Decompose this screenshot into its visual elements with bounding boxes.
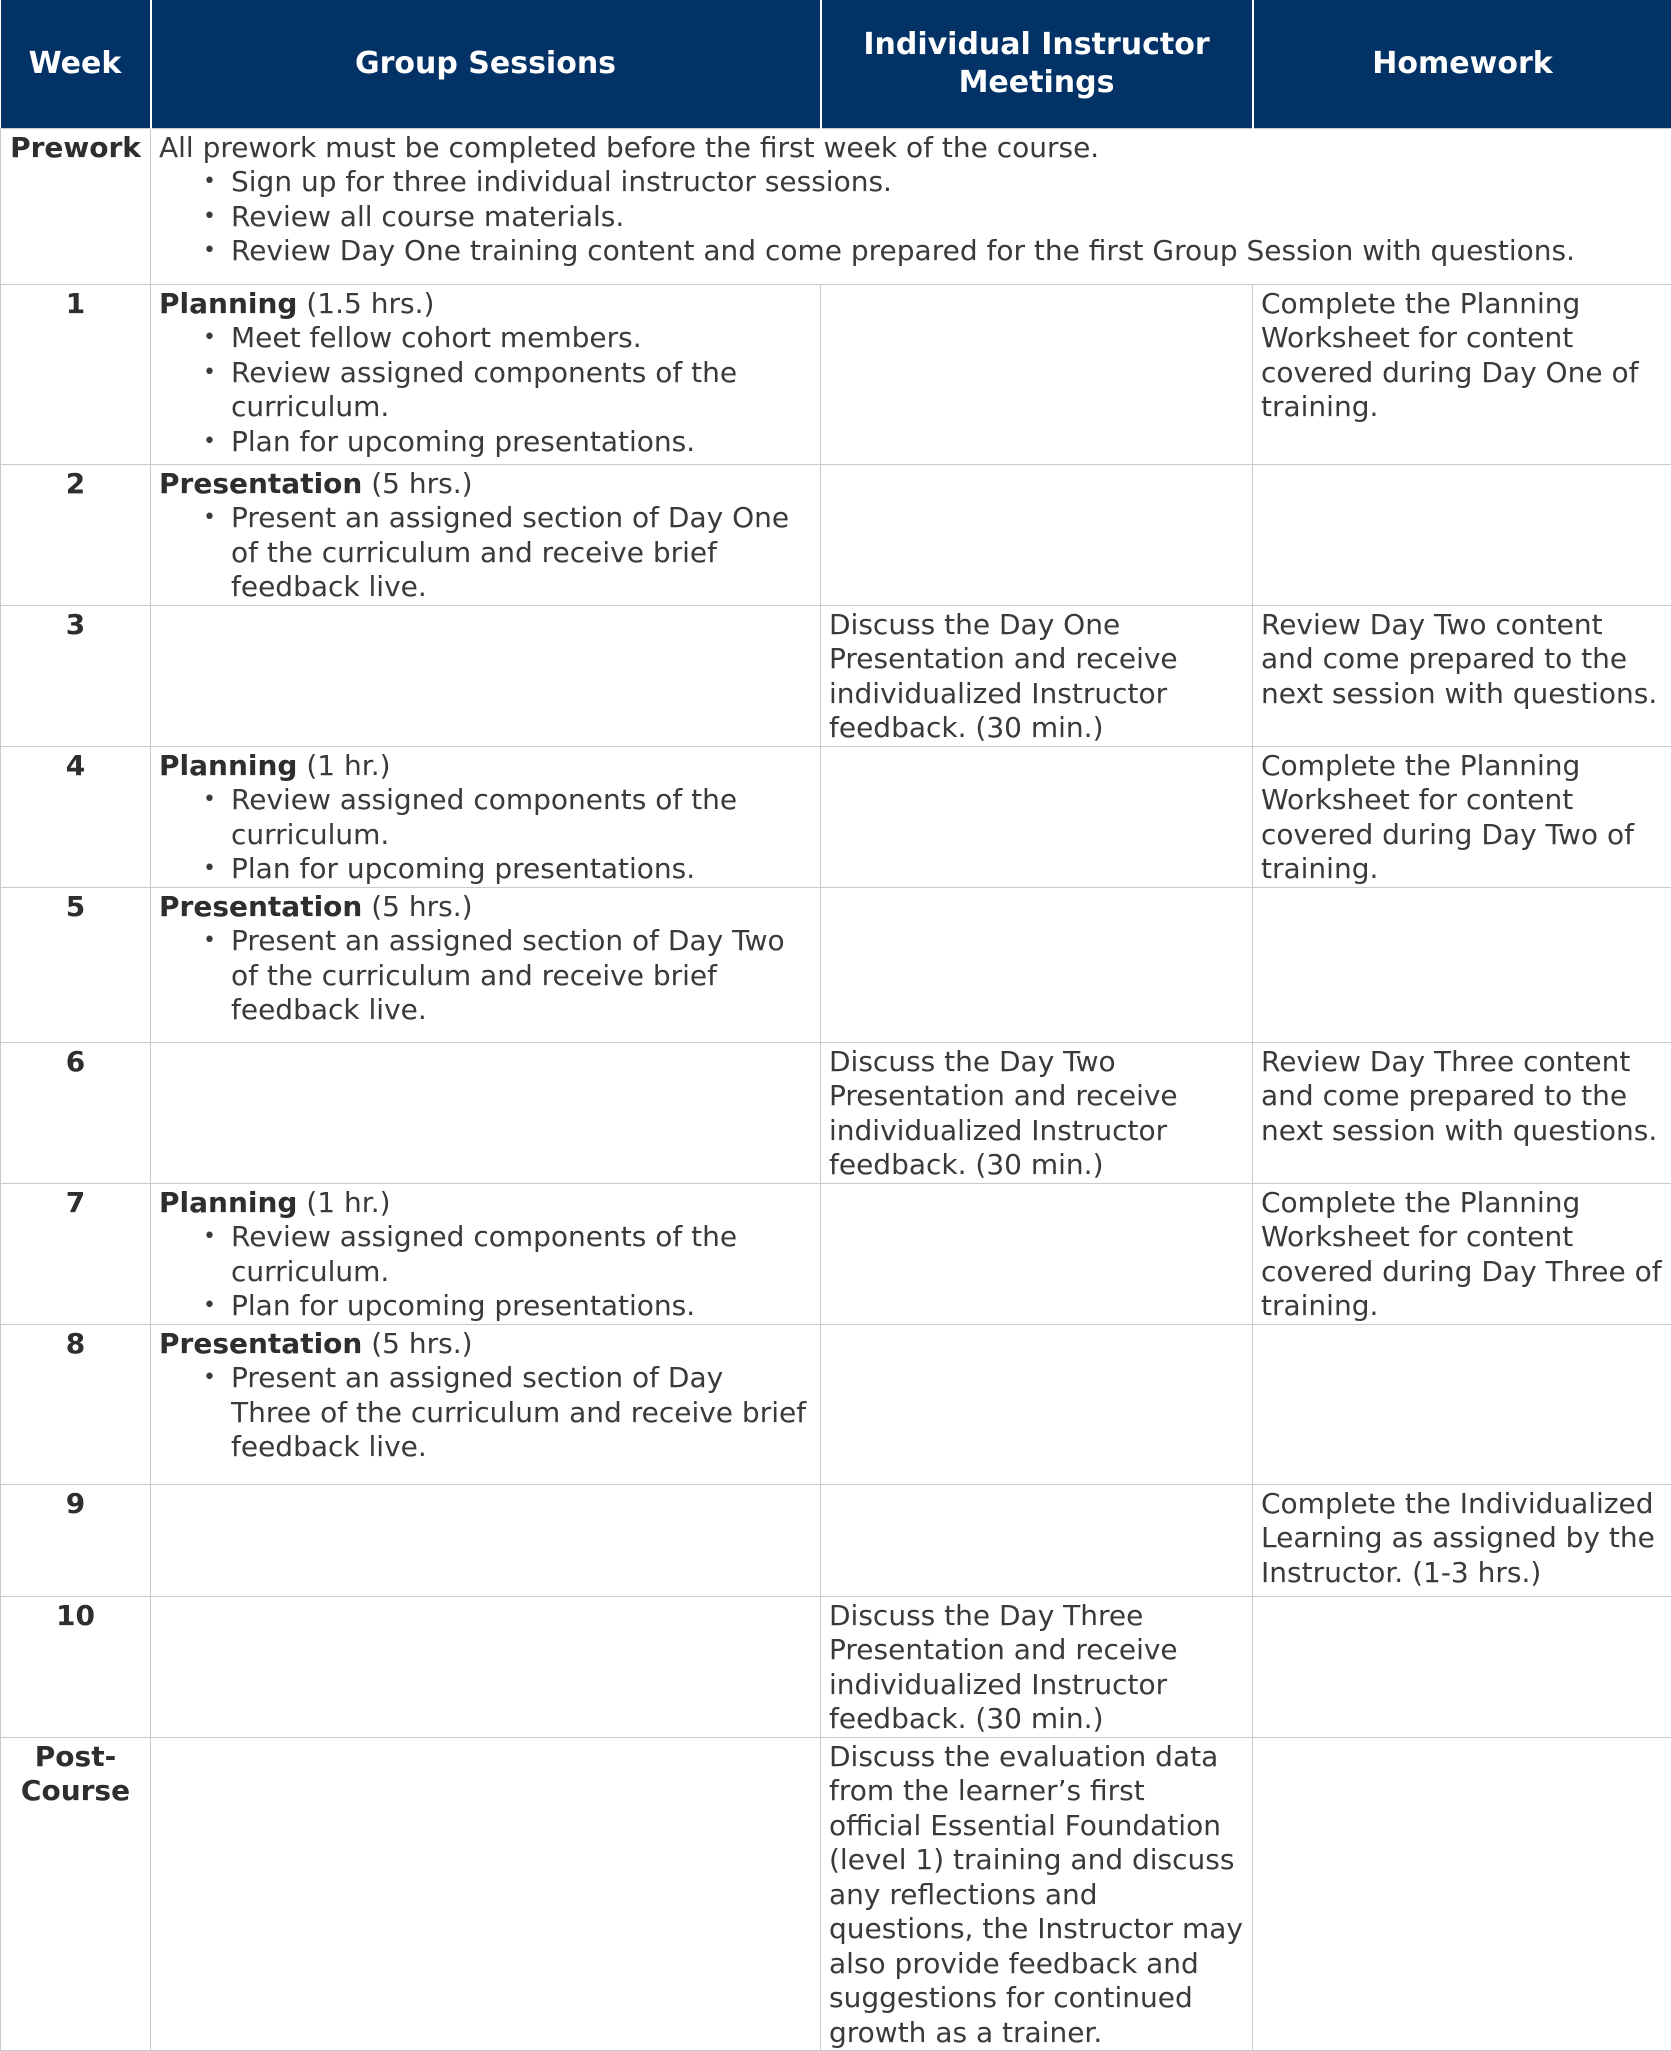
- prework-row: [1, 128, 1671, 284]
- group-session-cell: [151, 605, 821, 746]
- header-week: Week: [1, 0, 151, 128]
- homework-cell: [1253, 1324, 1671, 1484]
- week-number: Post-Course: [1, 1737, 151, 2051]
- group-session-cell: [151, 1183, 821, 1324]
- group-session-list: [159, 783, 812, 887]
- group-session-list: [159, 501, 812, 605]
- individual-meeting-cell: [821, 1324, 1253, 1484]
- prework-list: [159, 165, 1663, 269]
- week-number: 7: [1, 1183, 151, 1324]
- prework-label: Prework: [1, 128, 151, 284]
- header-group-sessions: Group Sessions: [151, 0, 821, 128]
- week-number: 3: [1, 605, 151, 746]
- homework-cell: [1253, 887, 1671, 1042]
- group-session-duration: (1 hr.): [297, 749, 390, 782]
- group-session-heading: [159, 749, 812, 784]
- homework-cell: Complete the Planning Worksheet for content covered during Day One of training.: [1253, 284, 1671, 464]
- group-session-list: [159, 924, 812, 1028]
- group-session-heading: [159, 467, 812, 502]
- group-session-cell: [151, 887, 821, 1042]
- group-session-item: • Plan for upcoming presentations.: [159, 425, 812, 460]
- week-number: 10: [1, 1596, 151, 1737]
- individual-meeting-cell: [821, 887, 1253, 1042]
- group-session-cell: [151, 746, 821, 887]
- group-session-cell: [151, 1042, 821, 1183]
- week-number: 5: [1, 887, 151, 1042]
- homework-cell: Complete the Planning Worksheet for content covered during Day Two of training.: [1253, 746, 1671, 887]
- group-session-item: • Meet fellow cohort members.: [159, 321, 812, 356]
- group-session-title: Planning: [159, 749, 297, 782]
- group-session-heading: [159, 1327, 812, 1362]
- homework-cell: [1253, 1737, 1671, 2051]
- individual-meeting-cell: [821, 1484, 1253, 1596]
- homework-cell: [1253, 1596, 1671, 1737]
- group-session-list: [159, 1361, 812, 1465]
- individual-meeting-cell: Discuss the Day Three Presentation and receive individualized Instructor feedback. (30 min.): [821, 1596, 1253, 1737]
- group-session-heading: [159, 287, 812, 322]
- group-session-item: • Present an assigned section of Day One of the curriculum and receive brief feedback live.: [159, 501, 812, 605]
- individual-meeting-cell: Discuss the Day Two Presentation and receive individualized Instructor feedback. (30 min.): [821, 1042, 1253, 1183]
- week-row: [1, 1484, 1671, 1596]
- group-session-duration: (5 hrs.): [362, 1327, 472, 1360]
- group-session-item: • Review assigned components of the curriculum.: [159, 1220, 812, 1289]
- week-row: [1, 464, 1671, 605]
- prework-intro: All prework must be completed before the first week of the course.: [159, 131, 1663, 166]
- individual-meeting-cell: [821, 1183, 1253, 1324]
- header-homework: Homework: [1253, 0, 1671, 128]
- group-session-duration: (5 hrs.): [362, 467, 472, 500]
- week-row: [1, 1324, 1671, 1484]
- group-session-heading: [159, 890, 812, 925]
- group-session-title: Planning: [159, 287, 297, 320]
- header-individual-meetings: Individual Instructor Meetings: [821, 0, 1253, 128]
- prework-item: • Sign up for three individual instructor sessions.: [159, 165, 1663, 200]
- week-row: [1, 1737, 1671, 2051]
- week-row: [1, 284, 1671, 464]
- group-session-item: • Review assigned components of the curriculum.: [159, 356, 812, 425]
- week-row: [1, 605, 1671, 746]
- prework-item: • Review Day One training content and come prepared for the first Group Session with questions.: [159, 234, 1663, 269]
- group-session-list: [159, 1220, 812, 1324]
- prework-item: • Review all course materials.: [159, 200, 1663, 235]
- homework-cell: [1253, 464, 1671, 605]
- group-session-cell: [151, 1484, 821, 1596]
- week-number: 6: [1, 1042, 151, 1183]
- group-session-list: [159, 321, 812, 459]
- group-session-item: • Present an assigned section of Day Three of the curriculum and receive brief feedback live.: [159, 1361, 812, 1465]
- group-session-title: Planning: [159, 1186, 297, 1219]
- week-number: 4: [1, 746, 151, 887]
- group-session-item: • Plan for upcoming presentations.: [159, 1289, 812, 1324]
- week-number: 9: [1, 1484, 151, 1596]
- week-row: [1, 1042, 1671, 1183]
- individual-meeting-cell: Discuss the Day One Presentation and receive individualized Instructor feedback. (30 min.): [821, 605, 1253, 746]
- individual-meeting-cell: [821, 284, 1253, 464]
- group-session-title: Presentation: [159, 890, 362, 923]
- individual-meeting-cell: Discuss the evaluation data from the learner’s first official Essential Foundation (level 1) training and discuss any reflections and questions, the Instructor may also provide feedback and suggestions for continued growth as a trainer.: [821, 1737, 1253, 2051]
- individual-meeting-cell: [821, 464, 1253, 605]
- group-session-duration: (1.5 hrs.): [297, 287, 434, 320]
- group-session-item: • Plan for upcoming presentations.: [159, 852, 812, 887]
- group-session-duration: (1 hr.): [297, 1186, 390, 1219]
- week-number: 8: [1, 1324, 151, 1484]
- homework-cell: Review Day Two content and come prepared to the next session with questions.: [1253, 605, 1671, 746]
- group-session-cell: [151, 1596, 821, 1737]
- week-row: [1, 1183, 1671, 1324]
- group-session-cell: [151, 464, 821, 605]
- week-number: 2: [1, 464, 151, 605]
- group-session-cell: [151, 1324, 821, 1484]
- group-session-title: Presentation: [159, 467, 362, 500]
- week-row: [1, 887, 1671, 1042]
- homework-cell: Complete the Individualized Learning as assigned by the Instructor. (1-3 hrs.): [1253, 1484, 1671, 1596]
- week-row: [1, 746, 1671, 887]
- individual-meeting-cell: [821, 746, 1253, 887]
- group-session-cell: [151, 1737, 821, 2051]
- week-row: [1, 1596, 1671, 1737]
- header-row: [1, 0, 1671, 128]
- group-session-heading: [159, 1186, 812, 1221]
- group-session-duration: (5 hrs.): [362, 890, 472, 923]
- homework-cell: Review Day Three content and come prepared to the next session with questions.: [1253, 1042, 1671, 1183]
- group-session-item: • Present an assigned section of Day Two of the curriculum and receive brief feedback live.: [159, 924, 812, 1028]
- week-number: 1: [1, 284, 151, 464]
- group-session-cell: [151, 284, 821, 464]
- homework-cell: Complete the Planning Worksheet for content covered during Day Three of training.: [1253, 1183, 1671, 1324]
- group-session-item: • Review assigned components of the curriculum.: [159, 783, 812, 852]
- group-session-title: Presentation: [159, 1327, 362, 1360]
- prework-content: [151, 128, 1671, 284]
